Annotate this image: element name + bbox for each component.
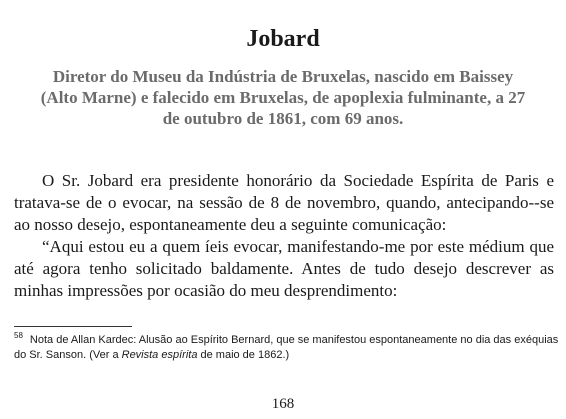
footnote-text-start: Nota de Allan Kardec: Alusão ao Espírito Bernard, que se manifestou espontaneamente no dia das exéquias do Sr. Sanson. (Ver a [14, 334, 559, 361]
body-text [14, 170, 554, 302]
footnote-text-end: de maio de 1862.) [197, 349, 290, 361]
page-number: 168 [271, 396, 295, 412]
chapter-title: Jobard [246, 26, 320, 52]
footnote-marker: 58 [14, 331, 23, 341]
footnote [14, 333, 559, 363]
chapter-subtitle: Diretor do Museu da Indústria de Bruxelas, nascido em Baissey (Alto Marne) e falecido em Bruxelas, de apoplexia fulminante, a 27 de outubro de 1861, com 69 anos. [40, 67, 526, 128]
paragraph-2: “Aqui estou eu a quem íeis evocar, manifestando-me por este médium que até agora tenho solicitado baldamente. Antes de tudo desejo descrever as minhas impressões por ocasião do meu desprendimento: [14, 237, 554, 300]
footnote-divider [14, 326, 132, 327]
footnote-italic-title: Revista espírita [121, 349, 198, 361]
paragraph-1: O Sr. Jobard era presidente honorário da Sociedade Espírita de Paris e tratava-se de o evocar, na sessão de 8 de novembro, quando, antecipando--se ao nosso desejo, espontaneamente deu a seguinte comunicação: [14, 171, 554, 234]
